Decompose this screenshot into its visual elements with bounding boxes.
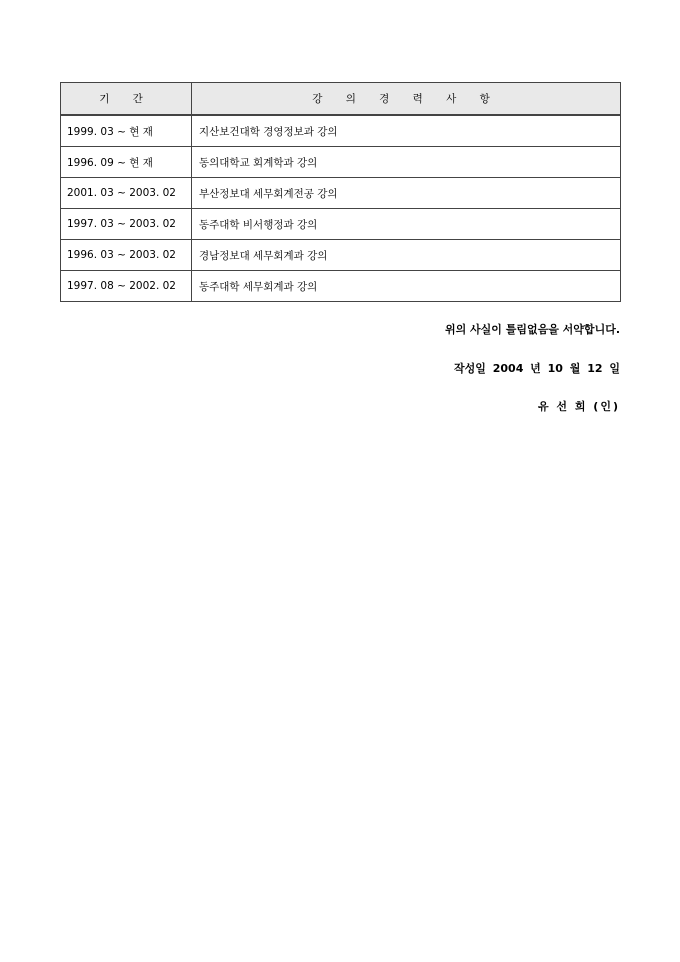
period-cell: 1996. 09 ~ 현 재 bbox=[61, 147, 192, 178]
table-row bbox=[61, 178, 621, 209]
table-row bbox=[61, 240, 621, 271]
signature-line: 유 선 희 (인) bbox=[537, 400, 620, 413]
career-cell: 경남정보대 세무회계과 강의 bbox=[192, 240, 621, 271]
table-row bbox=[61, 271, 621, 302]
header-period: 기 간 bbox=[61, 83, 192, 116]
table-row bbox=[61, 147, 621, 178]
career-table bbox=[60, 82, 621, 302]
period-cell: 1997. 08 ~ 2002. 02 bbox=[61, 271, 192, 302]
career-cell: 부산정보대 세무회계전공 강의 bbox=[192, 178, 621, 209]
career-cell: 동주대학 세무회계과 강의 bbox=[192, 271, 621, 302]
period-cell: 2001. 03 ~ 2003. 02 bbox=[61, 178, 192, 209]
date-line: 작성일 2004 년 10 월 12 일 bbox=[454, 362, 620, 375]
table-row bbox=[61, 209, 621, 240]
period-cell: 1997. 03 ~ 2003. 02 bbox=[61, 209, 192, 240]
career-cell: 동의대학교 회계학과 강의 bbox=[192, 147, 621, 178]
career-cell: 동주대학 비서행정과 강의 bbox=[192, 209, 621, 240]
career-cell: 지산보건대학 경영정보과 강의 bbox=[192, 115, 621, 147]
table-header-row bbox=[61, 83, 621, 116]
pledge-statement: 위의 사실이 틀림없음을 서약합니다. bbox=[444, 323, 620, 336]
table-row bbox=[61, 115, 621, 147]
period-cell: 1999. 03 ~ 현 재 bbox=[61, 115, 192, 147]
header-career: 강 의 경 력 사 항 bbox=[192, 83, 621, 116]
period-cell: 1996. 03 ~ 2003. 02 bbox=[61, 240, 192, 271]
